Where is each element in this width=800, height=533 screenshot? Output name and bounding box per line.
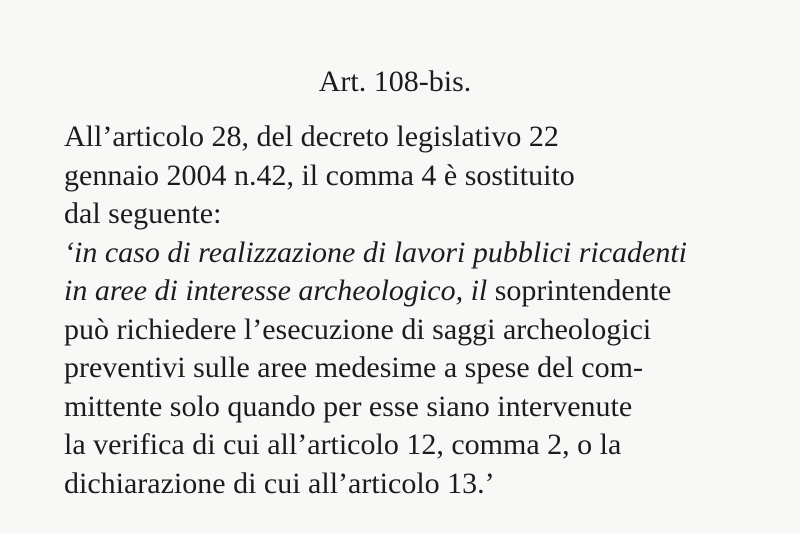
quote-line-mixed bbox=[64, 272, 794, 311]
body-line: preventivi sulle aree medesime a spese del com- bbox=[64, 351, 643, 384]
quote-italic-part: in aree di interesse archeologico, il bbox=[64, 274, 488, 307]
body-line: mittente solo quando per esse siano intervenute bbox=[64, 389, 633, 423]
article-title: Art. 108-bis. bbox=[318, 65, 472, 98]
body-line: dichiarazione di cui all’articolo 13.’ bbox=[64, 466, 495, 500]
body-line: All’articolo 28, del decreto legislativo 22 bbox=[64, 120, 559, 153]
body-line: la verifica di cui all’articolo 12, comma 2, o la bbox=[64, 428, 622, 461]
quote-line-italic: ‘in caso di realizzazione di lavori pubblici ricadenti bbox=[64, 235, 687, 269]
quote-roman-part: soprintendente bbox=[487, 274, 672, 307]
body-line: dal seguente: bbox=[64, 197, 222, 230]
body-line: gennaio 2004 n.42, il comma 4 è sostituito bbox=[64, 158, 575, 192]
body-line: può richiedere l’esecuzione di saggi archeologici bbox=[64, 312, 652, 346]
article-body bbox=[64, 118, 794, 503]
